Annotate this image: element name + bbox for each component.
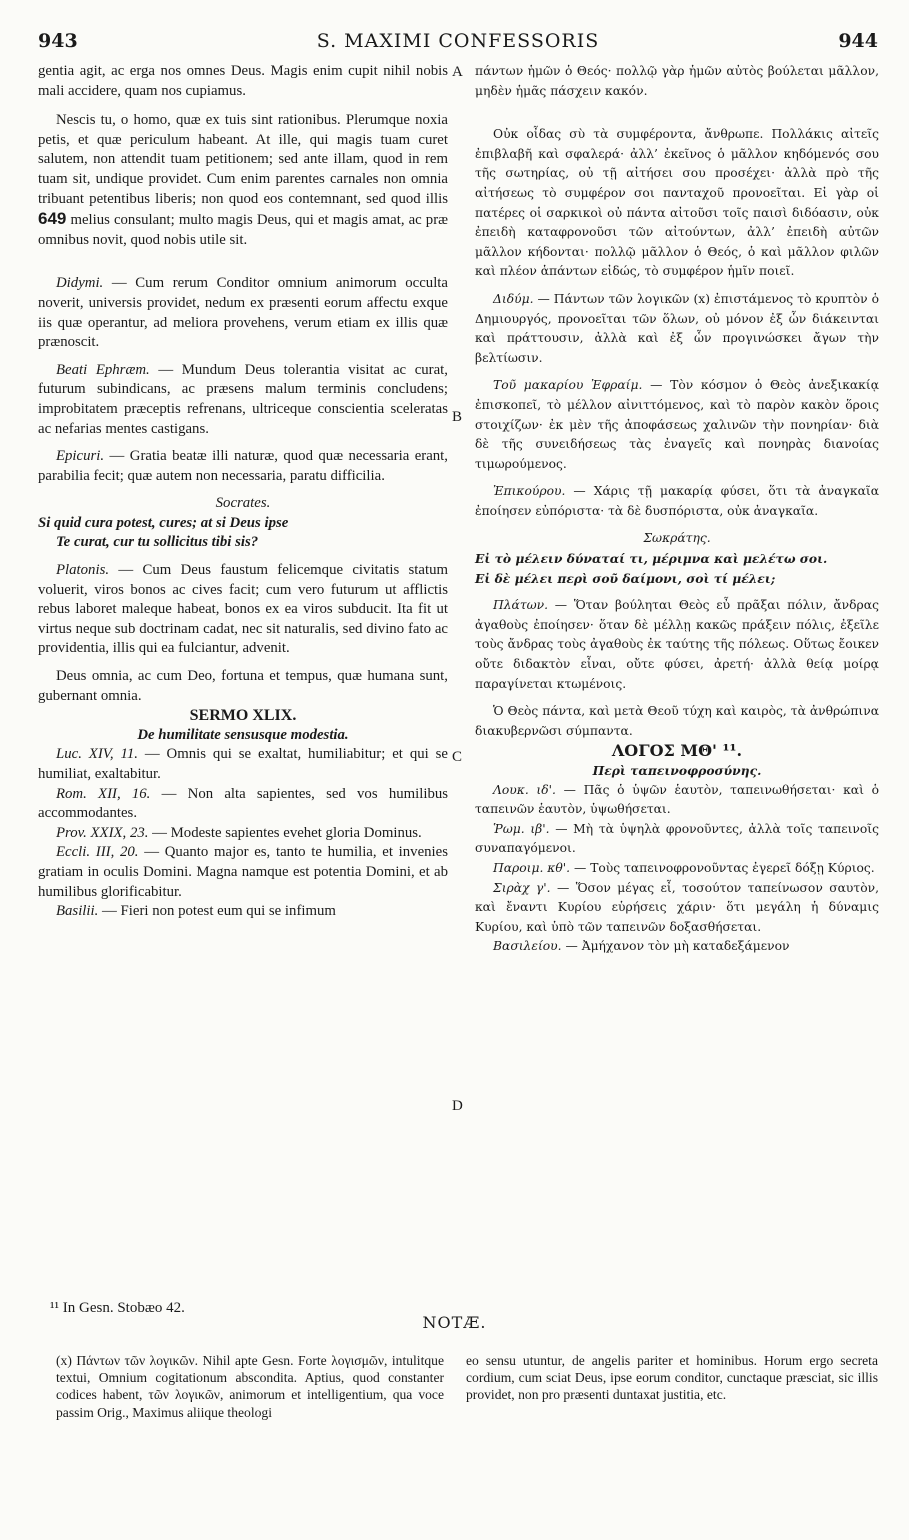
latin-epicuri-text: — Gratia beatæ illi naturæ, quod quæ necessaria erant, parabilia fecit; quæ autem non necessaria, paratu difficilia. xyxy=(38,448,448,484)
greek-basileiou-text: — Ἀμήχανον τὸν μὴ καταδεξάμενον xyxy=(565,939,790,954)
source-ephraim: Τοῦ μακαρίου Ἐφραίμ. xyxy=(493,378,643,393)
latin-socrates-verse-1: Si quid cura potest, cures; at si Deus ipse xyxy=(38,514,289,531)
latin-nescis xyxy=(38,111,448,250)
latin-rom-text: — Non alta sapientes, sed vos humilibus accommodantes. xyxy=(38,785,449,822)
source-prov: Prov. XXIX, 23. xyxy=(56,824,149,841)
greek-rom xyxy=(475,820,879,859)
latin-ephraem-text: — Mundum Deus tolerantia visitat ac curat, futurum subindicans, ac præsens malum terminis concludens; improbitatem præceptis refrenans, ultriceque conscientia sceleratas ac nefarias mentes castigans. xyxy=(38,361,448,437)
notae-heading: NOTÆ. xyxy=(422,1313,487,1332)
greek-sokrates-verse-2: Εἰ δὲ μέλει περὶ σοῦ δαίμονι, σοὶ τί μέλει; xyxy=(475,570,776,586)
greek-platon xyxy=(475,596,879,694)
greek-paroim-text: — Τοὺς ταπεινοφρονοῦντας ἐγερεῖ δόξῃ Κύριος. xyxy=(573,860,875,875)
note-left-column: (x) Πάντων τῶν λογικῶν. Nihil apte Gesn. Forte λογισμῶν, intulitque textui, Omnium cogitationum abscondita. Aptius, quod constanter codices habent, τῶν λογικῶν, animorum et intelligentium, qua voce passim Orig., Maximus aliique theologi xyxy=(56,1353,444,1420)
latin-nescis-text: Nescis tu, o homo, quæ ex tuis sint rationibus. Plerumque noxia petis, et quæ periculum habeant. At ille, qui magis tuam curet salutem, non attendit tuam petitionem; sed ante illam, quod in rem tuam sit, undique providet. Cum enim parentes carnales non omnia tribuant petentibus liberis; non quod eos contemnant, sed quod illis xyxy=(38,112,448,207)
greek-sokrates-heading: Σωκράτης. xyxy=(643,531,711,546)
latin-didymi-text: — Cum rerum Conditor omnium animorum occulta noverit, universis providet, nedum ex præsenti eorum affectu exque iis quæ operantur, ad meliora provehens, verum etiam ex illis quæ prænoscit. xyxy=(38,275,448,351)
greek-louk xyxy=(475,781,879,820)
latin-prov xyxy=(38,824,448,844)
greek-louk-text: — Πᾶς ὁ ὑψῶν ἑαυτὸν, ταπεινωθήσεται· καὶ ὁ ταπεινῶν ἑαυτὸν, ὑψωθήσεται. xyxy=(475,782,879,817)
greek-column xyxy=(475,62,879,957)
greek-ephraim xyxy=(475,376,879,474)
note-right-column: eo sensu utuntur, de angelis pariter et hominibus. Horum ergo secreta cordium, cum sciat Deus, ipse eorum conditor, cunctaque præsciat, sic illis providet, non pro præsenti duntaxat justitia, etc. xyxy=(466,1353,878,1403)
greek-didym xyxy=(475,290,879,368)
latin-basilii xyxy=(38,902,448,922)
logos-heading: ΛΟΓΟΣ ΜΘ' ¹¹. xyxy=(611,741,743,761)
latin-deus-omnia: Deus omnia, ac cum Deo, fortuna et tempus, quæ humana sunt, gubernant omnia. xyxy=(38,668,448,704)
margin-letter-c: C xyxy=(452,749,463,765)
source-greek-rom: Ῥωμ. ιβ'. xyxy=(493,821,550,836)
source-rom: Rom. XII, 16. xyxy=(56,785,151,802)
latin-column xyxy=(38,62,448,922)
latin-ephraem xyxy=(38,361,448,439)
latin-eccli-text: — Quanto major es, tanto te humilia, et invenies gratiam in oculis Domini. Magna namque est potentia Domini, et ab humilibus glorificabitur. xyxy=(38,844,448,900)
source-louk: Λουκ. ιδ'. xyxy=(493,782,556,797)
greek-platon-text: — Ὅταν βούληται Θεὸς εὖ πρᾶξαι πόλιν, ἄνδρας ἀγαθοὺς ἐποίησεν· ὅταν δὲ μέλλῃ κακῶς πράξειν πόλις, ἐξεῖλε τοὺς ἄνδρας τοὺς ἀγαθοὺς ἐκ ταύτης τῆς πόλεως. Οὕτως ἔοικεν οὔτε διδακτὸν εἶναι, οὔτε φύσει, ἀρετή· ἀλλὰ θείᾳ μοίρᾳ παραγίνεται κτωμένοις. xyxy=(475,598,879,691)
page-number-right: 944 xyxy=(838,30,878,52)
latin-eccli xyxy=(38,843,448,902)
latin-luc xyxy=(38,745,448,784)
greek-ouk-oidas: Οὐκ οἶδας σὺ τὰ συμφέροντα, ἄνθρωπε. Πολλάκις αἰτεῖς ἐπιβλαβῆ καὶ σφαλερά· ἀλλ’ ἐκεῖνος ὁ μᾶλλον κηδόμενός σου τῆς σωτηρίας, οὐ τῇ αἰτήσει σου προσέχει· ἀλλὰ πρὸ τῆς αἰτήσεως τὸ συμφέρον σοι πανταχοῦ προνοεῖται. Εἰ γὰρ οἱ πατέρες οἱ σαρκικοὶ οὐ πάντα αἰτοῦσι τοῖς παισὶ διδόασιν, οὐκ ἐπειδὴ καταφρονοῦσι τῶν αἰτούντων, ἀλλ’ ἐπειδὴ αὐτῶν μᾶλλον κήδονται· πολλῷ μᾶλλον ὁ Θεός, ὁ καὶ μᾶλλον φιλῶν καὶ πλέον ἁπάντων εἰδώς, τὸ συμφέρον ἡμῖν ποιεῖ. xyxy=(475,127,879,279)
greek-sirach-text: — Ὅσον μέγας εἶ, τοσούτον ταπείνωσον σαυτὸν, καὶ ἔναντι Κυρίου εὑρήσεις χάριν· ὅτι μεγάλη ἡ δύναμις Κυρίου, καὶ ὑπὸ τῶν ταπεινῶν δοξασθήσεται. xyxy=(475,880,879,934)
source-luc: Luc. XIV, 11. xyxy=(56,746,138,763)
greek-didym-text: — Πάντων τῶν λογικῶν (x) ἐπιστάμενος τὸ κρυπτὸν ὁ Δημιουργός, προνοεῖται τῶν ὅλων, οὐ μόνον ἐξ ὧν διάκεινται καὶ πράττουσιν, ἀλλὰ καὶ ἐξ ὧν προγινώσκει ἄγων τὴν βελτίωσιν. xyxy=(475,291,879,365)
source-didymi: Didymi. xyxy=(56,275,104,292)
column-number: 649 xyxy=(38,209,67,229)
latin-didymi xyxy=(38,274,448,352)
footnote: ¹¹ In Gesn. Stobæo 42. xyxy=(50,1300,185,1316)
running-title: S. MAXIMI CONFESSORIS xyxy=(316,30,600,52)
latin-luc-text: — Omnis qui se exaltat, humiliabitur; et qui se humiliat, exaltabitur. xyxy=(38,746,448,782)
source-platon: Πλάτων. xyxy=(493,598,549,613)
margin-letter-a: A xyxy=(452,64,463,80)
sermo-heading: SERMO XLIX. xyxy=(189,707,297,725)
latin-socrates-verse-2: Te curat, cur tu sollicitus tibi sis? xyxy=(56,534,259,551)
source-epikourou: Ἐπικούρου. xyxy=(493,484,566,499)
greek-ephraim-text: — Τὸν κόσμον ὁ Θεὸς ἀνεξικακίᾳ ἐπισκοπεῖ, τὸ μέλλον αἰνιττόμενος, καὶ τὸ παρὸν κακὸν ὅροις στοιχίζων· ἐκ μὲν τῆς ἀποφάσεως χαλινῶν τὴν πονηρίαν· διὰ δὲ τῆς συνειδήσεως τὰς ἐναγεῖς καὶ πονηρὰς διανοίας τιμωρούμενος. xyxy=(475,378,879,471)
greek-sokrates-verse-1: Εἰ τὸ μέλειν δύναταί τι, μέριμνα καὶ μελέτω σοι. xyxy=(475,551,828,567)
margin-letter-b: B xyxy=(452,409,463,425)
latin-rom xyxy=(38,785,448,824)
logos-subheading: Περὶ ταπεινοφροσύνης. xyxy=(592,763,762,778)
running-header xyxy=(38,30,878,60)
source-basilii: Basilii. xyxy=(56,903,99,920)
greek-rom-text: — Μὴ τὰ ὑψηλὰ φρονοῦντες, ἀλλὰ τοῖς ταπεινοῖς συναπαγόμενοι. xyxy=(475,821,879,856)
source-didym: Διδύμ. xyxy=(493,291,534,306)
greek-epikourou-text: — Χάρις τῇ μακαρίᾳ φύσει, ὅτι τὰ ἀναγκαῖα ἐποίησεν εὐπόριστα· τὰ δὲ δυσπόριστα, οὐκ ἀναγκαῖα. xyxy=(475,484,879,518)
greek-sirach xyxy=(475,879,879,938)
latin-socrates-heading: Socrates. xyxy=(215,495,271,512)
latin-prov-text: — Modeste sapientes evehet gloria Dominus. xyxy=(152,824,422,841)
source-platonis: Platonis. xyxy=(56,562,110,579)
source-sirach: Σιρὰχ γ'. xyxy=(493,880,551,895)
source-ephraem: Beati Ephræm. xyxy=(56,361,150,378)
latin-nescis-end: melius consulant; multo magis Deus, qui et magis amat, ac præ omnibus novit, quod nobis utile sit. xyxy=(38,212,448,248)
source-eccli: Eccli. III, 20. xyxy=(56,844,139,861)
source-epicuri: Epicuri. xyxy=(56,448,105,465)
greek-intro: πάντων ἡμῶν ὁ Θεός· πολλῷ γὰρ ἡμῶν αὐτὸς βούλεται μᾶλλον, μηδὲν ἡμᾶς πάσχειν κακόν. xyxy=(475,64,879,98)
latin-epicuri xyxy=(38,447,448,486)
greek-theos-panta: Ὁ Θεὸς πάντα, καὶ μετὰ Θεοῦ τύχη καὶ καιρὸς, τὰ ἀνθρώπινα διακυβερνῶσι σύμπαντα. xyxy=(475,704,879,738)
sermo-subheading: De humilitate sensusque modestia. xyxy=(137,726,349,743)
greek-paroim xyxy=(475,859,879,879)
latin-platonis xyxy=(38,561,448,659)
latin-platonis-text: — Cum Deus faustum felicemque civitatis statum voluerit, viros bonos ac cives facit; cum vero futurum ut afflictis rebus laboret maleque habeat, bonos ex ea viros subducit. Ita fit ut virtus neque sub doctrinam cadat, nec sit naturalis, sed divino fato ac providentia, illis qui ea fulciantur, advenit. xyxy=(38,562,448,657)
latin-basilii-text: — Fieri non potest eum qui se infimum xyxy=(102,903,336,920)
margin-letter-d: D xyxy=(452,1098,463,1114)
latin-intro: gentia agit, ac erga nos omnes Deus. Magis enim cupit nihil nobis mali accidere, quam nos cupiamus. xyxy=(38,63,448,99)
page-number-left: 943 xyxy=(38,30,78,52)
source-paroim: Παροιμ. κθ'. xyxy=(493,860,571,875)
source-basileiou: Βασιλείου. xyxy=(493,939,562,954)
greek-basileiou xyxy=(475,937,879,957)
greek-epikourou xyxy=(475,482,879,521)
